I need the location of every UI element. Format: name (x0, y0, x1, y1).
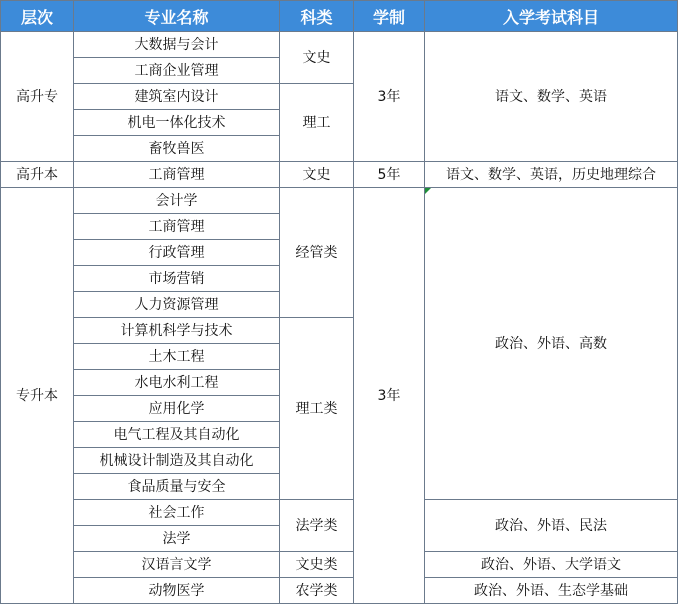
major-cell: 机电一体化技术 (74, 110, 280, 136)
major-cell: 畜牧兽医 (74, 136, 280, 162)
major-cell: 行政管理 (74, 240, 280, 266)
category-cell: 文史 (280, 32, 354, 84)
table-row (1, 500, 678, 526)
category-cell: 理工 (280, 84, 354, 162)
exam-subjects-cell: 语文、数学、英语 (425, 32, 678, 162)
header-major-name: 专业名称 (74, 1, 280, 32)
header-duration: 学制 (354, 1, 425, 32)
table-row (1, 552, 678, 578)
major-cell: 大数据与会计 (74, 32, 280, 58)
exam-subjects-cell: 语文、数学、英语，历史地理综合 (425, 162, 678, 188)
major-cell: 市场营销 (74, 266, 280, 292)
header-level: 层次 (1, 1, 74, 32)
exam-subjects-cell: 政治、外语、生态学基础 (425, 578, 678, 604)
exam-subjects-cell: 政治、外语、大学语文 (425, 552, 678, 578)
table-row (1, 578, 678, 604)
header-row (1, 1, 678, 32)
header-exam-subjects: 入学考试科目 (425, 1, 678, 32)
major-cell: 社会工作 (74, 500, 280, 526)
major-cell: 土木工程 (74, 344, 280, 370)
header-category: 科类 (280, 1, 354, 32)
major-cell: 人力资源管理 (74, 292, 280, 318)
duration-cell: 3年 (354, 32, 425, 162)
major-cell: 工商企业管理 (74, 58, 280, 84)
major-cell: 工商管理 (74, 162, 280, 188)
major-cell: 应用化学 (74, 396, 280, 422)
major-cell: 动物医学 (74, 578, 280, 604)
major-cell: 汉语言文学 (74, 552, 280, 578)
level-cell: 专升本 (1, 188, 74, 604)
level-cell: 高升本 (1, 162, 74, 188)
category-cell: 经管类 (280, 188, 354, 318)
major-cell: 工商管理 (74, 214, 280, 240)
major-cell: 食品质量与安全 (74, 474, 280, 500)
table-row (1, 32, 678, 58)
major-cell: 会计学 (74, 188, 280, 214)
major-cell: 水电水利工程 (74, 370, 280, 396)
exam-subjects-cell: 政治、外语、民法 (425, 500, 678, 552)
level-cell: 高升专 (1, 32, 74, 162)
table-row (1, 162, 678, 188)
duration-cell: 3年 (354, 188, 425, 604)
category-cell: 农学类 (280, 578, 354, 604)
major-cell: 建筑室内设计 (74, 84, 280, 110)
category-cell: 法学类 (280, 500, 354, 552)
category-cell: 文史类 (280, 552, 354, 578)
major-cell: 计算机科学与技术 (74, 318, 280, 344)
major-cell: 机械设计制造及其自动化 (74, 448, 280, 474)
major-cell: 法学 (74, 526, 280, 552)
duration-cell: 5年 (354, 162, 425, 188)
category-cell: 理工类 (280, 318, 354, 500)
exam-subjects-cell: 政治、外语、高数 (425, 188, 678, 500)
table-row (1, 188, 678, 214)
major-cell: 电气工程及其自动化 (74, 422, 280, 448)
category-cell: 文史 (280, 162, 354, 188)
